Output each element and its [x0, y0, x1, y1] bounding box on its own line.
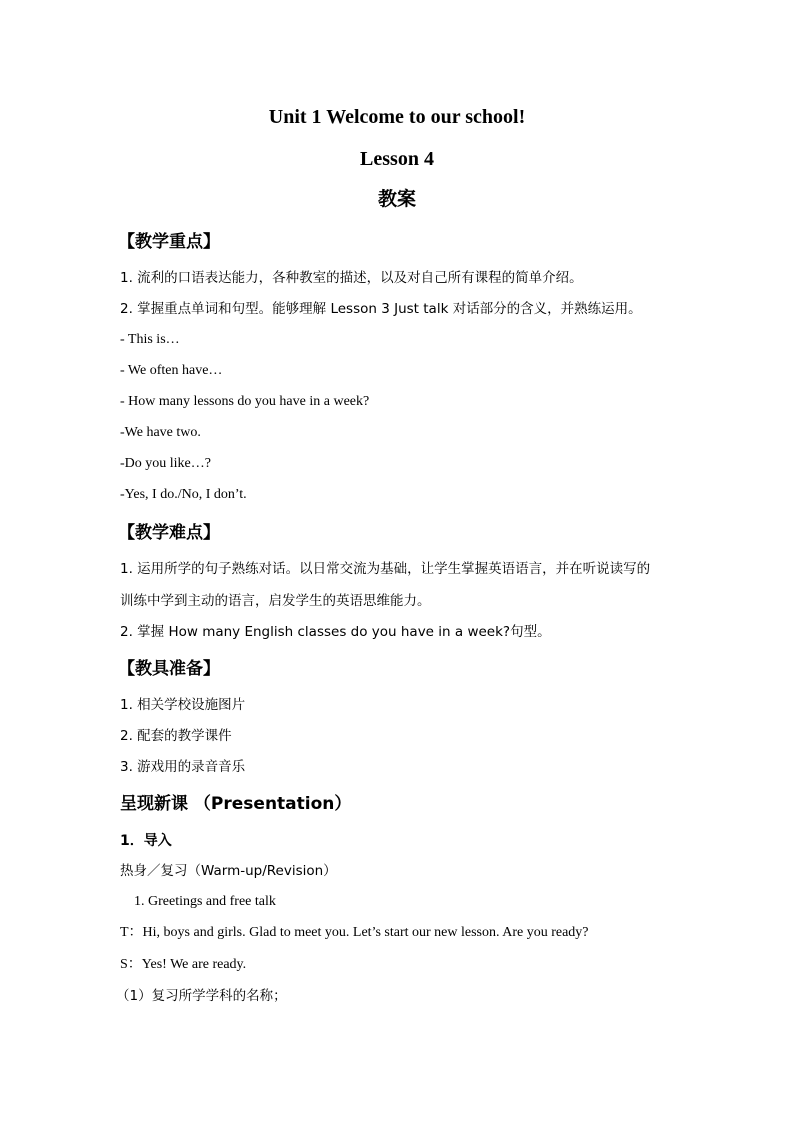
review-line: （1）复习所学学科的名称；	[116, 988, 287, 1004]
pattern-line: - How many lessons do you have in a week?	[120, 394, 370, 409]
presentation-heading: 呈现新课 （Presentation）	[120, 794, 352, 814]
pattern-line: - This is…	[120, 332, 180, 347]
difficulty-item: 2. 掌握 How many English classes do you have in a week?句型。	[120, 624, 551, 640]
pattern-line: -Do you like…?	[120, 456, 211, 471]
pattern-line: -Yes, I do./No, I don’t.	[120, 487, 247, 502]
materials-item: 1. 相关学校设施图片	[120, 697, 246, 713]
difficulty-item: 训练中学到主动的语言，启发学生的英语思维能力。	[120, 593, 431, 609]
focus-heading: 【教学重点】	[118, 232, 220, 252]
focus-item: 2. 掌握重点单词和句型。能够理解 Lesson 3 Just talk 对话部分的含义，并熟练运用。	[120, 301, 642, 317]
greeting-line: 1. Greetings and free talk	[134, 894, 276, 909]
unit-title: Unit 1 Welcome to our school!	[268, 106, 526, 128]
teacher-line: T：Hi, boys and girls. Glad to meet you. Let’s start our new lesson. Are you ready?	[120, 925, 589, 940]
pattern-line: - We often have…	[120, 363, 223, 378]
student-line: S：Yes! We are ready.	[120, 957, 247, 972]
materials-item: 2. 配套的教学课件	[120, 728, 232, 744]
lesson-title: Lesson 4	[360, 148, 434, 170]
doc-type-title: 教案	[377, 188, 416, 210]
difficulty-heading: 【教学难点】	[118, 523, 220, 543]
difficulty-item: 1. 运用所学的句子熟练对话。以日常交流为基础，让学生掌握英语语言，并在听说读写的	[120, 561, 651, 577]
focus-item: 1. 流利的口语表达能力，各种教室的描述，以及对自己所有课程的简单介绍。	[120, 270, 583, 286]
warmup-line: 热身／复习（Warm-up/Revision）	[120, 863, 337, 879]
step-heading: 1．导入	[120, 833, 172, 849]
pattern-line: -We have two.	[120, 425, 201, 440]
materials-heading: 【教具准备】	[118, 659, 220, 679]
materials-item: 3. 游戏用的录音音乐	[120, 759, 246, 775]
